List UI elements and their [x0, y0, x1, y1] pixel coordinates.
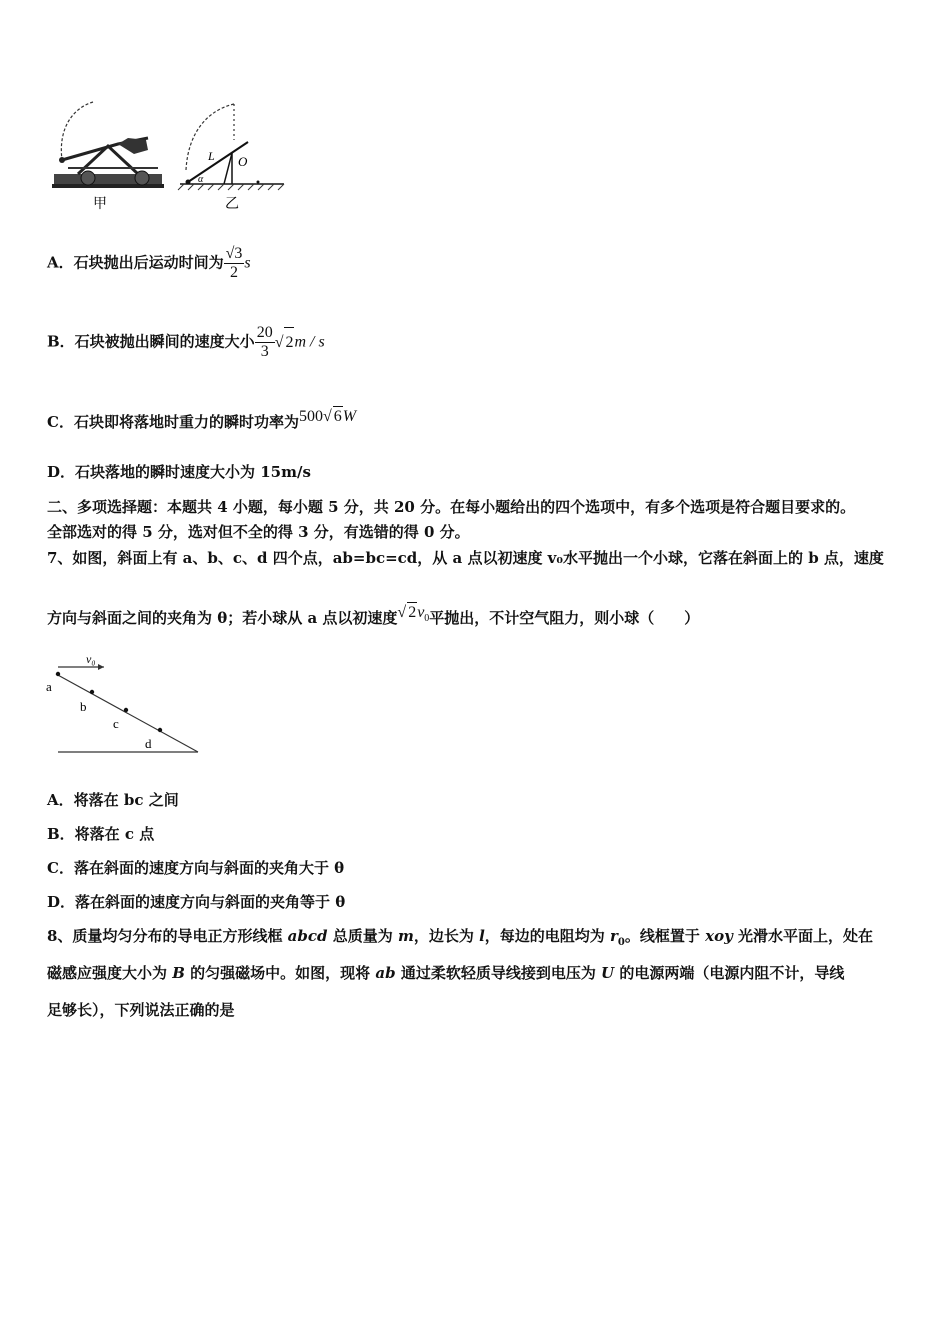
- q6-option-b-unit: m / s: [294, 333, 325, 351]
- q6-option-a-text: A．石块抛出后运动时间为: [47, 253, 224, 272]
- q7-stem-line2: 方向与斜面之间的夹角为 θ；若小球从 a 点以初速度√ $2v_0$平抛出，不计空气阻力，则小球（ ）: [47, 604, 700, 627]
- catapult-schematic: [178, 104, 284, 190]
- section2-instructions-line2: 全部选对的得 5 分，选对但不全的得 3 分，有选错的得 0 分。: [47, 523, 470, 541]
- q6-option-b-fraction: $\frac{20}{3}$: [256, 324, 273, 360]
- q6-option-a-unit: s: [244, 254, 251, 272]
- point-a: [56, 672, 60, 676]
- point-b: [90, 690, 94, 694]
- q6-option-d: D．石块落地的瞬时速度大小为 15m/s: [47, 463, 311, 481]
- velocity-label: v₀: [86, 652, 96, 666]
- q7-option-c: C．落在斜面的速度方向与斜面的夹角大于 θ: [47, 859, 345, 877]
- q8-stem-line2: 磁感应强度大小为 B 的匀强磁场中。如图，现将 ab 通过柔软轻质导线接到电压为 U 的电源两端（电源内阻不计，导线: [47, 964, 845, 982]
- schematic-label-O: O: [238, 154, 248, 169]
- catapult-figure: [48, 98, 288, 213]
- point-c: [124, 708, 128, 712]
- point-d: [158, 728, 162, 732]
- label-c: c: [113, 716, 119, 731]
- incline-slope: [56, 674, 198, 752]
- q6-option-c-value: 500√ 6W: [298, 408, 357, 425]
- q6-option-a: [47, 245, 251, 282]
- schematic-label-alpha: α: [198, 174, 204, 185]
- q7-option-d: D．落在斜面的速度方向与斜面的夹角等于 θ: [47, 893, 346, 911]
- schematic-label-L: L: [208, 149, 215, 163]
- q6-option-b-text: B．石块被抛出瞬间的速度大小: [47, 332, 255, 351]
- q7-option-a: A．将落在 bc 之间: [47, 791, 179, 809]
- figure-label-yi: 乙: [225, 197, 239, 212]
- q6-option-b: [47, 324, 325, 361]
- incline-figure: [40, 648, 210, 758]
- q6-option-c-text: C．石块即将落地时重力的瞬时功率为: [47, 413, 299, 431]
- q7-velocity-expr: √ $2v_0$: [397, 604, 430, 625]
- figure-label-jia: 甲: [93, 197, 107, 212]
- q8-stem-line3: 足够长），下列说法正确的是: [47, 1001, 235, 1019]
- q6-option-a-fraction: $\frac{√3}{2}$: [225, 245, 243, 281]
- q6-option-c: [47, 408, 357, 433]
- label-b: b: [80, 699, 87, 714]
- q6-option-b-sqrt: √ 2: [275, 334, 295, 351]
- label-d: d: [145, 736, 152, 751]
- q8-stem-line1: 8、质量均匀分布的导电正方形线框 abcd 总质量为 m，边长为 l，每边的电阻均为 $r_0$。线框置于 xoy 光滑水平面上，处在: [47, 927, 874, 948]
- q7-stem-line1: 7、如图，斜面上有 a、b、c、d 四个点，ab=bc=cd，从 a 点以初速度 v₀水平抛出一个小球，它落在斜面上的 b 点，速度: [47, 549, 884, 567]
- label-a: a: [46, 679, 52, 694]
- catapult-illustration: [52, 102, 164, 188]
- section2-instructions-line1: 二、多项选择题：本题共 4 小题，每小题 5 分，共 20 分。在每小题给出的四个选项中，有多个选项是符合题目要求的。: [47, 498, 856, 516]
- q7-option-b: B．将落在 c 点: [47, 825, 155, 843]
